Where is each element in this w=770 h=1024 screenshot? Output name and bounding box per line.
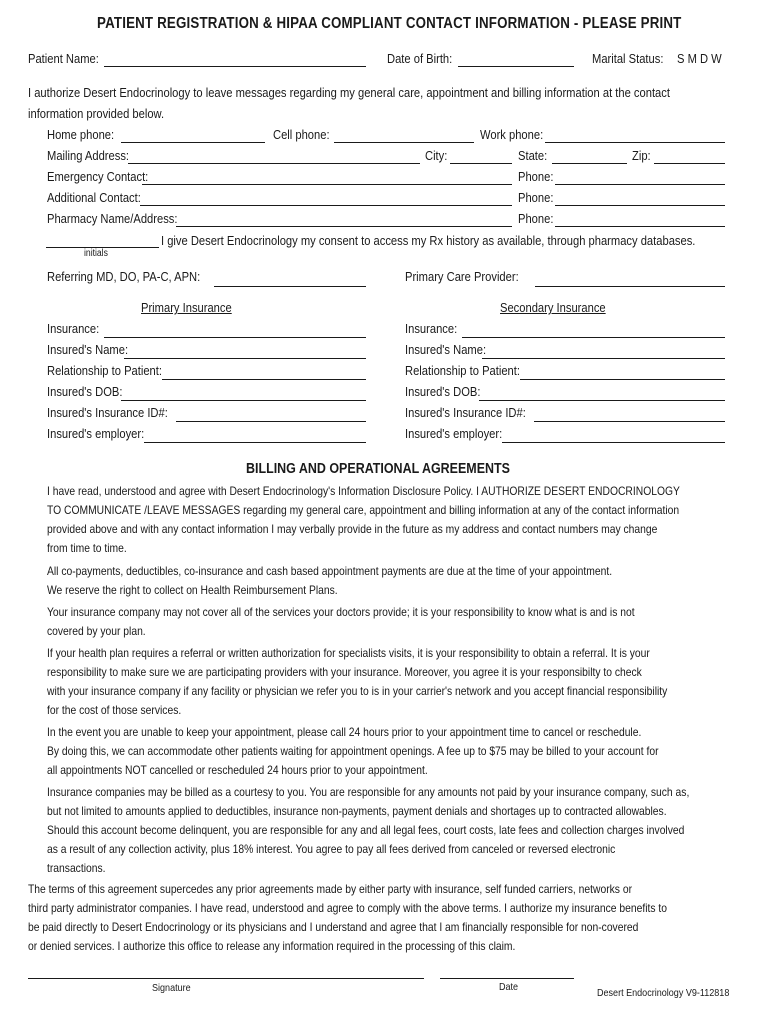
billing-para-7-line-2: third party administrator companies. I have read, understood and agree to comply with the above terms. I authorize my insurance benefits to <box>28 901 668 915</box>
primary-insurance-heading: Primary Insurance <box>141 300 232 315</box>
home-phone-field[interactable] <box>121 142 265 143</box>
primary-insured-employer-label: Insured's employer: <box>47 426 145 441</box>
billing-para-4-line-3: with your insurance company if any facility or physician we refer you to is in your carrier's network and you accept financial responsibility <box>47 684 668 698</box>
secondary-insured-employer-label: Insured's employer: <box>405 426 503 441</box>
additional-phone-field[interactable] <box>555 205 725 206</box>
primary-insurance-field[interactable] <box>104 337 366 338</box>
cell-phone-label: Cell phone: <box>273 127 330 142</box>
dob-label: Date of Birth: <box>387 51 453 66</box>
secondary-insurance-field[interactable] <box>462 337 725 338</box>
work-phone-field[interactable] <box>545 142 725 143</box>
zip-label: Zip: <box>632 148 651 163</box>
billing-para-7-line-3: be paid directly to Desert Endocrinology or its physicians and I understand and agree that I am financially responsible for non-covered <box>28 920 639 934</box>
billing-para-6-line-4: as a result of any collection activity, plus 18% interest. You agree to pay all fees derived from canceled or reversed electronic <box>47 842 616 856</box>
secondary-insured-id-label: Insured's Insurance ID#: <box>405 405 526 420</box>
form-title: PATIENT REGISTRATION & HIPAA COMPLIANT CONTACT INFORMATION - PLEASE PRINT <box>97 15 682 32</box>
billing-para-7-line-1: The terms of this agreement supercedes any prior agreements made by either party with insurance, self funded carriers, networks or <box>28 882 633 896</box>
marital-status-label: Marital Status: <box>592 51 664 66</box>
primary-care-field[interactable] <box>535 286 725 287</box>
patient-name-label: Patient Name: <box>28 51 99 66</box>
billing-para-6-line-2: but not limited to amounts applied to deductibles, insurance non-payments, payment denials and shortages up to contracted allowables. <box>47 804 667 818</box>
billing-para-1-line-2: TO COMMUNICATE /LEAVE MESSAGES regarding my general care, appointment and billing information at any of the contact information <box>47 503 680 517</box>
billing-para-4-line-1: If your health plan requires a referral or written authorization for specialists visits, it is your responsibility to obtain a referral. It is your <box>47 646 650 660</box>
primary-insured-dob-label: Insured's DOB: <box>47 384 123 399</box>
billing-para-7-line-4: or denied services. I authorize this office to release any information required in the processing of this claim. <box>28 939 516 953</box>
primary-insured-id-label: Insured's Insurance ID#: <box>47 405 168 420</box>
billing-para-3-line-1: Your insurance company may not cover all of the services your doctors provide; it is your responsibility to know what is and is not <box>47 605 635 619</box>
secondary-insurance-heading: Secondary Insurance <box>500 300 606 315</box>
secondary-insured-id-field[interactable] <box>534 421 725 422</box>
billing-para-6-line-1: Insurance companies may be billed as a courtesy to you. You are responsible for any amounts not paid by your insurance company, such as, <box>47 785 690 799</box>
primary-insured-name-field[interactable] <box>124 358 366 359</box>
billing-para-6-line-5: transactions. <box>47 861 106 875</box>
pharmacy-label: Pharmacy Name/Address: <box>47 211 178 226</box>
home-phone-label: Home phone: <box>47 127 115 142</box>
secondary-relationship-field[interactable] <box>520 379 725 380</box>
billing-para-1-line-3: provided above and with any contact information I may verbally provide in the future as my address and contact numbers may change <box>47 522 658 536</box>
primary-insured-dob-field[interactable] <box>121 400 366 401</box>
work-phone-label: Work phone: <box>480 127 544 142</box>
mailing-address-field[interactable] <box>128 163 420 164</box>
patient-name-field[interactable] <box>104 66 366 67</box>
billing-para-3-line-2: covered by your plan. <box>47 624 146 638</box>
emergency-phone-field[interactable] <box>555 184 725 185</box>
date-label: Date <box>499 981 519 993</box>
billing-para-5-line-3: all appointments NOT cancelled or rescheduled 24 hours prior to your appointment. <box>47 763 428 777</box>
secondary-relationship-label: Relationship to Patient: <box>405 363 520 378</box>
emergency-contact-field[interactable] <box>142 184 512 185</box>
referring-provider-field[interactable] <box>214 286 366 287</box>
billing-para-1-line-4: from time to time. <box>47 541 127 555</box>
billing-para-5-line-2: By doing this, we can accommodate other patients waiting for appointment openings. A fee up to $75 may be billed to your account for <box>47 744 659 758</box>
secondary-insured-name-label: Insured's Name: <box>405 342 487 357</box>
primary-insured-name-label: Insured's Name: <box>47 342 129 357</box>
secondary-insured-dob-field[interactable] <box>479 400 725 401</box>
primary-relationship-label: Relationship to Patient: <box>47 363 162 378</box>
marital-status-options[interactable]: S M D W <box>677 51 722 66</box>
initials-label: initials <box>84 248 108 259</box>
billing-heading: BILLING AND OPERATIONAL AGREEMENTS <box>246 461 510 477</box>
referring-provider-label: Referring MD, DO, PA-C, APN: <box>47 269 201 284</box>
rx-consent-text: I give Desert Endocrinology my consent to access my Rx history as available, through pharmacy databases. <box>161 233 696 248</box>
city-field[interactable] <box>450 163 512 164</box>
primary-insured-id-field[interactable] <box>176 421 366 422</box>
form-version-footer: Desert Endocrinology V9-112818 <box>597 987 730 999</box>
state-label: State: <box>518 148 548 163</box>
billing-para-2-line-2: We reserve the right to collect on Health Reimbursement Plans. <box>47 583 338 597</box>
emergency-contact-label: Emergency Contact: <box>47 169 149 184</box>
mailing-address-label: Mailing Address: <box>47 148 130 163</box>
additional-phone-label: Phone: <box>518 190 554 205</box>
primary-insured-employer-field[interactable] <box>144 442 366 443</box>
cell-phone-field[interactable] <box>334 142 474 143</box>
billing-para-1-line-1: I have read, understood and agree with Desert Endocrinology's Information Disclosure Policy. I AUTHORIZE DESERT ENDOCRINOLOGY <box>47 484 680 498</box>
dob-field[interactable] <box>458 66 574 67</box>
city-label: City: <box>425 148 448 163</box>
state-field[interactable] <box>552 163 627 164</box>
secondary-insured-dob-label: Insured's DOB: <box>405 384 481 399</box>
secondary-insurance-label: Insurance: <box>405 321 458 336</box>
additional-contact-label: Additional Contact: <box>47 190 141 205</box>
emergency-phone-label: Phone: <box>518 169 554 184</box>
signature-field[interactable] <box>28 978 424 979</box>
secondary-insured-name-field[interactable] <box>482 358 725 359</box>
billing-para-4-line-4: for the cost of those services. <box>47 703 182 717</box>
pharmacy-phone-label: Phone: <box>518 211 554 226</box>
authorize-line-1: I authorize Desert Endocrinology to leave messages regarding my general care, appointment and billing information at the contact <box>28 85 670 100</box>
billing-para-4-line-2: responsibility to make sure we are participating providers with your insurance. Moreover, you agree it is your responsibilty to check <box>47 665 642 679</box>
billing-para-5-line-1: In the event you are unable to keep your appointment, please call 24 hours prior to your appointment time to cancel or reschedule. <box>47 725 642 739</box>
secondary-insured-employer-field[interactable] <box>502 442 725 443</box>
zip-field[interactable] <box>654 163 725 164</box>
billing-para-6-line-3: Should this account become delinquent, you are responsible for any and all legal fees, court costs, late fees and collection charges involved <box>47 823 685 837</box>
primary-insurance-label: Insurance: <box>47 321 100 336</box>
billing-para-2-line-1: All co-payments, deductibles, co-insurance and cash based appointment payments are due at the time of your appointment. <box>47 564 613 578</box>
additional-contact-field[interactable] <box>140 205 512 206</box>
pharmacy-phone-field[interactable] <box>555 226 725 227</box>
primary-relationship-field[interactable] <box>162 379 366 380</box>
date-field[interactable] <box>440 978 574 979</box>
signature-label: Signature <box>152 982 191 994</box>
pharmacy-field[interactable] <box>176 226 512 227</box>
primary-care-label: Primary Care Provider: <box>405 269 519 284</box>
authorize-line-2: information provided below. <box>28 106 165 121</box>
